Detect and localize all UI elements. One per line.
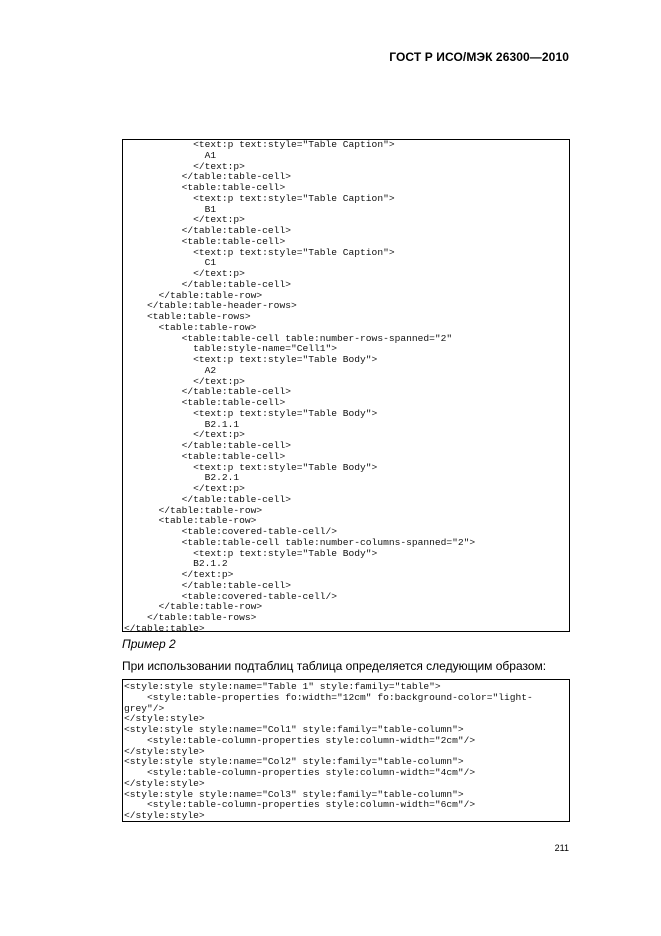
code-line: <text:p text:style="Table Body"> xyxy=(124,547,378,559)
code-line: </table:table-cell> xyxy=(124,579,291,591)
code-line: <style:style style:name="Col1" style:family="table-column"> xyxy=(124,724,464,735)
code-line: </text:p> xyxy=(124,375,245,387)
code-line: </table:table-row> xyxy=(124,504,263,516)
code-line: <table:table-cell> xyxy=(124,397,286,408)
code-line: </style:style> xyxy=(124,745,205,757)
code-line: </text:p> xyxy=(124,483,245,494)
code-line: B2.2.1 xyxy=(124,472,240,484)
code-line: </style:style> xyxy=(124,713,205,725)
code-line: <table:table-row> xyxy=(124,515,257,527)
code-listing-2 xyxy=(123,682,569,822)
code-line: <text:p text:style="Table Body"> xyxy=(124,407,378,419)
code-line: </text:p> xyxy=(124,268,245,279)
code-line: <table:covered-table-cell/> xyxy=(124,590,338,602)
code-line: <table:table-cell> xyxy=(124,235,286,247)
code-line: <text:p text:style="Table Caption"> xyxy=(124,139,395,150)
code-line: </text:p> xyxy=(124,214,245,226)
code-line: <table:table-row> xyxy=(124,321,257,333)
code-line: </table:table-cell> xyxy=(124,171,291,183)
code-line: </table:table-cell> xyxy=(124,386,291,398)
code-block-xml-styles xyxy=(122,679,570,822)
code-line: <table:table-cell table:number-columns-spanned="2"> xyxy=(124,536,476,548)
example-label: Пример 2 xyxy=(122,637,176,651)
code-line: <style:style style:name="Col3" style:family="table-column"> xyxy=(124,788,464,800)
code-line: </table:table> xyxy=(124,622,205,632)
code-line: </style:style> xyxy=(124,777,205,789)
code-line: <table:table-rows> xyxy=(124,311,251,322)
example-intro-paragraph: При использовании подтаблиц таблица определяется следующим образом: xyxy=(122,659,547,673)
code-line: </table:table-cell> xyxy=(124,493,291,505)
code-line: </text:p> xyxy=(124,160,245,172)
code-line: <style:table-column-properties style:column-width="2cm"/> xyxy=(124,734,476,746)
code-line: </table:table-rows> xyxy=(124,612,257,623)
code-line: <style:style style:name="Table 1" style:family="table"> xyxy=(124,681,441,692)
code-line: <style:table-column-properties style:column-width="6cm"/> xyxy=(124,799,476,811)
code-line: <text:p text:style="Table Caption"> xyxy=(124,246,395,258)
code-line: B2.1.2 xyxy=(124,558,228,570)
code-line: <table:covered-table-cell/> xyxy=(124,526,338,537)
code-block-xml-table xyxy=(122,139,570,632)
code-line: A1 xyxy=(124,149,217,161)
code-line: </table:table-cell> xyxy=(124,278,291,290)
code-line: <style:table-properties fo:width="12cm" fo:background-color="light- xyxy=(124,691,533,703)
code-line: <text:p text:style="Table Body"> xyxy=(124,354,378,365)
code-line: </table:table-cell> xyxy=(124,440,291,451)
code-line: B1 xyxy=(124,203,217,215)
code-line: </table:table-row> xyxy=(124,289,263,301)
code-line: <text:p text:style="Table Caption"> xyxy=(124,192,395,204)
code-line: B2.1.1 xyxy=(124,418,240,430)
code-line: <table:table-cell table:number-rows-spanned="2" xyxy=(124,332,453,344)
page-number: 211 xyxy=(554,843,569,853)
code-line: </table:table-header-rows> xyxy=(124,300,297,312)
code-line: </table:table-cell> xyxy=(124,225,291,236)
code-line: grey"/> xyxy=(124,702,165,714)
code-line: table:style-name="Cell1"> xyxy=(124,343,338,355)
code-line: <style:table-column-properties style:column-width="4cm"/> xyxy=(124,767,476,778)
code-line: A2 xyxy=(124,364,217,376)
document-header: ГОСТ Р ИСО/МЭК 26300—2010 xyxy=(389,50,569,64)
code-line: <table:table-cell> xyxy=(124,450,286,462)
code-line: </text:p> xyxy=(124,569,234,580)
code-line: C1 xyxy=(124,257,217,269)
code-listing-1 xyxy=(123,140,569,632)
code-line: </table:table-row> xyxy=(124,601,263,613)
code-line: </text:p> xyxy=(124,429,245,441)
code-line: <style:style style:name="Col2" style:family="table-column"> xyxy=(124,756,464,768)
code-line: </style:style> xyxy=(124,810,205,821)
code-line: <table:table-cell> xyxy=(124,182,286,193)
code-line: <text:p text:style="Table Body"> xyxy=(124,461,378,473)
